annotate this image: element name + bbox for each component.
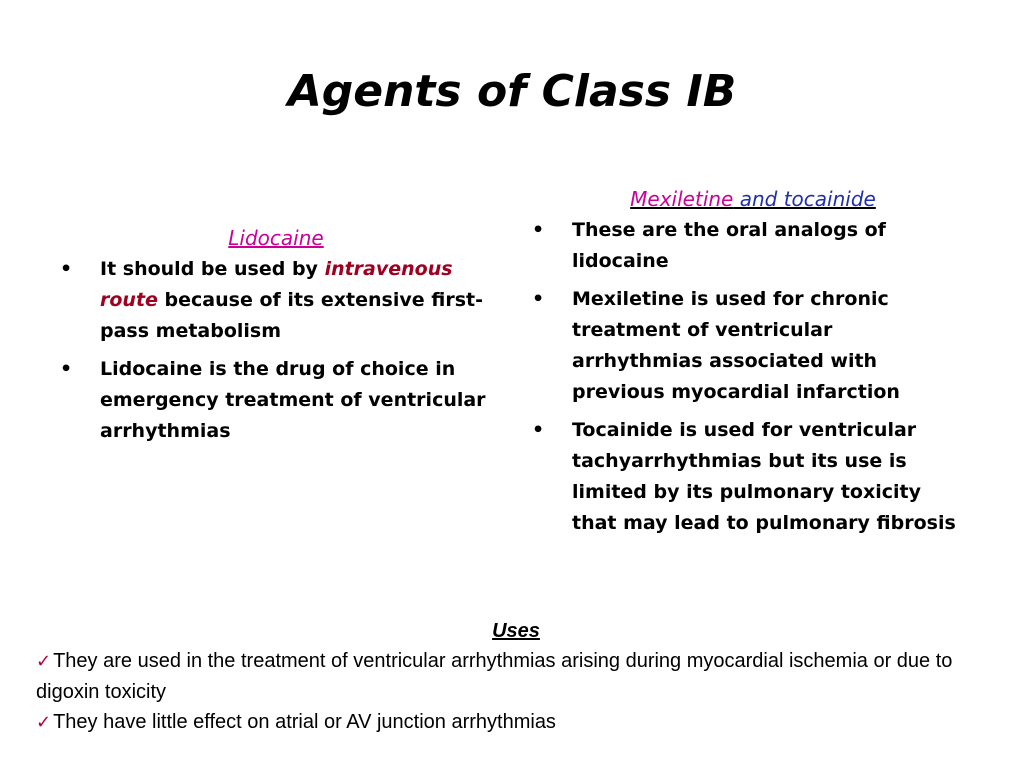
bullet-icon: •	[532, 219, 545, 241]
bullet-icon: •	[60, 358, 73, 380]
uses-item-1-text: They are used in the treatment of ventricular arrhythmias arising during myocardial ischemia or due to digoxin toxicity	[36, 650, 953, 703]
bullet-icon: •	[60, 258, 73, 280]
mexiletine-heading-part: Mexiletine	[630, 187, 734, 211]
mexiletine-tocainide-column	[528, 183, 968, 546]
bullet-icon: •	[532, 419, 545, 441]
checkmark-icon: ✓	[36, 712, 52, 733]
uses-section	[36, 616, 996, 738]
lidocaine-bullet-2	[56, 354, 496, 447]
mexiletine-bullet-3	[528, 415, 968, 539]
mexiletine-bullet-list	[528, 215, 968, 539]
uses-heading: Uses	[492, 620, 540, 642]
mexiletine-bullet-1-text: These are the oral analogs of lidocaine	[572, 219, 886, 272]
uses-item-2-text: They have little effect on atrial or AV junction arrhythmias	[53, 711, 556, 733]
bullet-icon: •	[532, 288, 545, 310]
lidocaine-bullet-list	[56, 254, 496, 447]
uses-item-1	[36, 646, 996, 707]
lidocaine-bullet-1	[56, 254, 496, 347]
mexiletine-tocainide-heading	[528, 183, 968, 215]
lidocaine-column	[56, 222, 496, 454]
tocainide-heading-part: and tocainide	[733, 187, 876, 211]
lidocaine-heading: Lidocaine	[228, 226, 324, 250]
uses-item-2	[36, 707, 996, 738]
checkmark-icon: ✓	[36, 651, 52, 672]
mexiletine-bullet-1	[528, 215, 968, 277]
intravenous-route-emphasis: intravenous route	[100, 258, 453, 311]
slide-title: Agents of Class IB	[287, 66, 737, 117]
lidocaine-bullet-1-text-start: It should be used by	[100, 258, 325, 280]
lidocaine-bullet-2-text: Lidocaine is the drug of choice in emergency treatment of ventricular arrhythmias	[100, 358, 486, 442]
lidocaine-bullet-1-text-end: because of its extensive first-pass metabolism	[100, 289, 483, 342]
mexiletine-bullet-2-text: Mexiletine is used for chronic treatment of ventricular arrhythmias associated with previous myocardial infarction	[572, 288, 900, 403]
mexiletine-bullet-3-text: Tocainide is used for ventricular tachyarrhythmias but its use is limited by its pulmonary toxicity that may lead to pulmonary fibrosis	[572, 419, 956, 534]
mexiletine-bullet-2	[528, 284, 968, 408]
